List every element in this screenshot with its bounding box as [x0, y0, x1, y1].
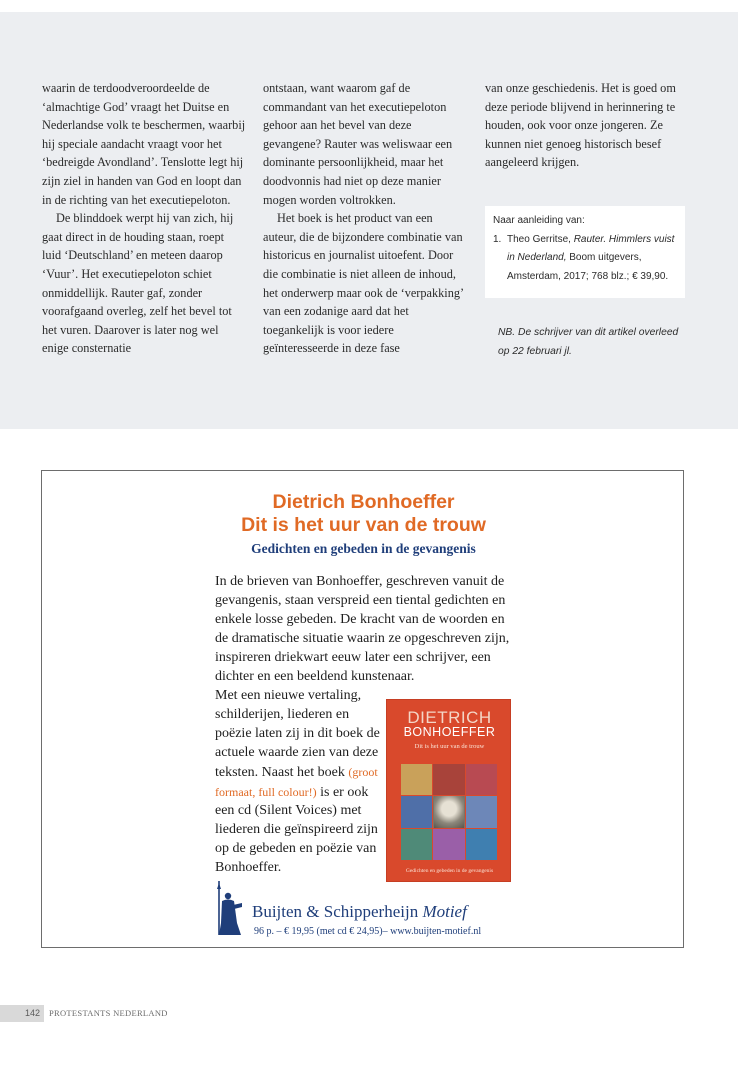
artwork-tile	[433, 764, 464, 795]
article-column-3	[485, 79, 685, 172]
article-paragraph: van onze geschiedenis. Het is goed om deze periode blijvend in herinnering te houden, ook voor onze jongeren. Ze kunnen niet genoeg historisch besef aangeleerd krijgen.	[485, 81, 676, 170]
ad-body-text-2	[215, 687, 385, 878]
artwork-tile	[401, 796, 432, 827]
magazine-title: PROTESTANTS NEDERLAND	[49, 1008, 168, 1018]
artwork-tile	[466, 796, 497, 827]
source-details: Boom uitgevers, Amsterdam, 2017; 768 blz.; € 39,90.	[507, 252, 669, 282]
source-note-text	[507, 231, 679, 286]
source-book-title: Rauter. Himmlers vuist in Nederland,	[507, 234, 675, 264]
ad-body-text	[215, 573, 515, 686]
artwork-tile	[401, 764, 432, 795]
article-paragraph: De blinddoek werpt hij van zich, hij gaat direct in de houding staan, roept luid ‘Deutschland’ en meteen daarop ‘Vuur’. Het executiepeloton schiet onmiddellijk. Rauter gaf, zonder voorafgaand overleg, zelf het bevel tot het vuren. Daarover is later nog wel enige consternatie	[42, 211, 234, 356]
publisher-price-info: 96 p. – € 19,95 (met cd € 24,95)– www.buijten-motief.nl	[254, 926, 482, 937]
book-cover-image	[386, 699, 511, 882]
nb-note: NB. De schrijver van dit artikel overleed op 22 februari jl.	[498, 327, 679, 357]
publisher-logo-icon	[215, 879, 245, 937]
book-cover-title: Dit is het uur van de trouw	[414, 743, 485, 750]
artwork-tile	[433, 829, 464, 860]
source-note-box	[485, 206, 685, 298]
ad-paragraph	[215, 687, 385, 878]
article-column-2	[263, 79, 467, 358]
article-paragraph: Het boek is het product van een auteur, die de bijzondere combinatie van historicus en journalist uitoefent. Door die combinatie is niet alleen de inhoud, het onderwerp maar ook de ‘verpakking’ van een zodanige aard dat het toegankelijk is voor iedere geïnteresseerde in deze fase	[263, 211, 464, 356]
source-author: Theo Gerritse,	[507, 234, 571, 245]
book-cover-author-first: DIETRICH	[407, 708, 492, 727]
artwork-tile	[401, 829, 432, 860]
ad-subtitle: Gedichten en gebeden in de gevangenis	[251, 541, 476, 556]
artwork-tile	[466, 764, 497, 795]
ad-text: Met een nieuwe vertaling, schilderijen, liederen en poëzie laten zij in dit boek de actuele waarde zien van deze teksten. Naast het boek	[215, 688, 380, 780]
ad-title-line2: Dit is het uur van de trouw	[241, 514, 486, 536]
article-paragraph: ontstaan, want waarom gaf de commandant van het executiepeloton gehoor aan het bevel van deze gevangene? Rauter was weliswaar een dominante persoonlijkheid, maar het doodvonnis had niet op deze manier mogen worden voltrokken.	[263, 81, 453, 207]
publisher-imprint: Motief	[422, 902, 467, 921]
source-note-heading: Naar aanleiding van:	[493, 215, 585, 226]
publisher-name	[252, 901, 467, 923]
publisher-name-text: Buijten & Schipperheijn	[252, 902, 419, 921]
ad-highlight-text: (groot formaat, full colour!)	[215, 764, 378, 799]
artwork-tile	[466, 829, 497, 860]
top-strip	[0, 0, 738, 12]
book-cover-subtitle: Gedichten en gebeden in de gevangenis	[405, 868, 494, 874]
book-cover-artwork	[401, 764, 497, 860]
page-number: 142	[0, 1005, 44, 1022]
source-note-number: 1.	[493, 234, 502, 245]
ad-text: is er ook een cd (Silent Voices) met liederen die geïnspireerd zijn op de gebeden en poëzie van Bonhoeffer.	[215, 784, 378, 876]
article-paragraph: waarin de terdoodveroordeelde de ‘almachtige God’ vraagt het Duitse en Nederlandse volk te beschermen, waarbij hij speciale aandacht vraagt voor het ‘bedreigde Avondland’. Tenslotte legt hij zijn ziel in handen van God en loopt dan in de richting van het executiepeloton.	[42, 81, 246, 207]
portrait-image	[434, 796, 464, 828]
ad-paragraph: In de brieven van Bonhoeffer, geschreven vanuit de gevangenis, staan verspreid een tiental gedichten en enkele losse gebeden. De kracht van de woorden en de dramatische situatie waarin ze opgeschreven zijn, inspireren driekwart eeuw later een schrijver, een dichter en een beeldend kunstenaar.	[215, 574, 510, 684]
ad-title: Dietrich Bonhoeffer	[272, 491, 455, 513]
book-advertisement	[41, 470, 684, 948]
article-column-1	[42, 79, 246, 358]
book-cover-author-last: BONHOEFFER	[403, 725, 496, 739]
